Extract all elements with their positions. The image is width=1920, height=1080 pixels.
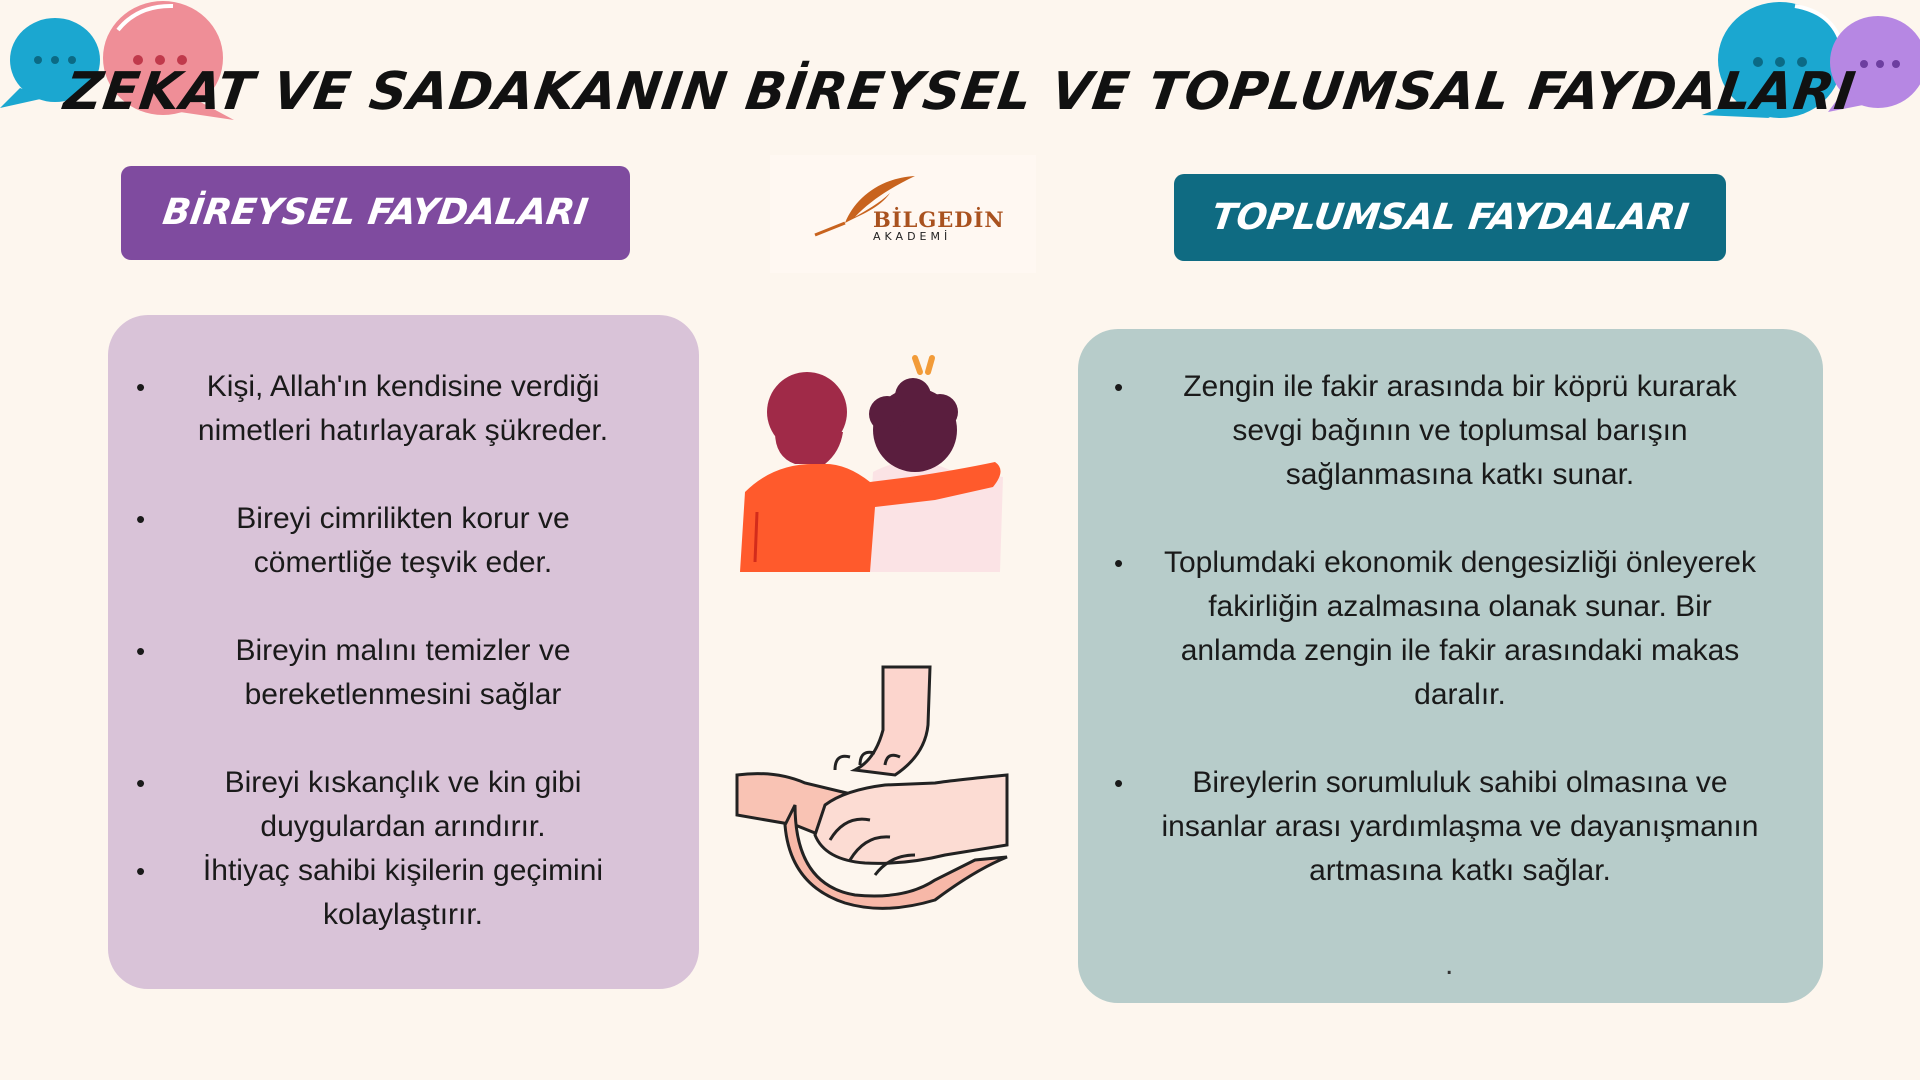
social-benefits-header-label: TOPLUMSAL FAYDALARI (1208, 197, 1692, 238)
bullet-icon: • (136, 856, 146, 886)
item-line: Bireyi cimrilikten korur ve (236, 502, 570, 535)
item-line: Zengin ile fakir arasında bir köprü kurarak (1183, 370, 1737, 403)
item-line: Bireyi kıskançlık ve kin gibi (224, 766, 582, 799)
friends-hugging-illustration (735, 352, 1007, 574)
item-line: Kişi, Allah'ın kendisine verdiği (206, 370, 600, 403)
social-benefits-header (1174, 174, 1726, 261)
item-line: sağlanmasına katkı sunar. (1285, 458, 1635, 491)
list-item (133, 761, 673, 849)
item-line: daralır. (1414, 678, 1506, 711)
list-item (133, 365, 673, 453)
item-line: Bireylerin sorumluluk sahibi olmasına ve (1192, 766, 1728, 799)
bullet-icon: • (1114, 768, 1124, 798)
trailing-dot-text: . (1445, 948, 1454, 981)
list-item (133, 497, 673, 585)
item-line: fakirliğin azalmasına olanak sunar. Bir (1208, 590, 1712, 623)
item-line: artmasına katkı sağlar. (1309, 854, 1611, 887)
item-line: duygulardan arındırır. (260, 810, 546, 843)
bullet-icon: • (136, 636, 146, 666)
item-line: sevgi bağının ve toplumsal barışın (1232, 414, 1688, 447)
bullet-icon: • (1114, 372, 1124, 402)
item-line: insanlar arası yardımlaşma ve dayanışmanın (1161, 810, 1759, 843)
bullet-icon: • (1114, 548, 1124, 578)
item-line: nimetleri hatırlayarak şükreder. (197, 414, 609, 447)
list-item (133, 849, 673, 937)
bilgedin-logo (770, 155, 1036, 273)
item-line: bereketlenmesini sağlar (244, 678, 562, 711)
item-line: İhtiyaç sahibi kişilerin geçimini (202, 854, 604, 887)
individual-benefits-header (121, 166, 630, 260)
page-title: ZEKAT VE SADAKANIN BİREYSEL VE TOPLUMSAL FAYDALARI (60, 62, 1860, 122)
bullet-icon: • (136, 504, 146, 534)
bullet-icon: • (136, 372, 146, 402)
item-line: Bireyin malını temizler ve (235, 634, 571, 667)
individual-benefits-list (133, 365, 673, 937)
individual-benefits-header-label: BİREYSEL FAYDALARI (160, 192, 591, 233)
item-line: cömertliğe teşvik eder. (253, 546, 553, 579)
item-line: anlamda zengin ile fakir arasındaki makas (1180, 634, 1740, 667)
list-item (1115, 761, 1805, 893)
list-item (1115, 365, 1805, 497)
bullet-icon: • (136, 768, 146, 798)
item-line: kolaylaştırır. (322, 898, 484, 931)
list-item (133, 629, 673, 717)
social-benefits-list (1115, 365, 1805, 893)
logo-brand-text: BİLGEDİN (873, 207, 1005, 232)
logo-sub-text: AKADEMİ (873, 230, 952, 243)
list-item (1115, 541, 1805, 717)
item-line: Toplumdaki ekonomik dengesizliği önleyerek (1164, 546, 1756, 579)
stacked-hands-illustration (735, 665, 1010, 910)
